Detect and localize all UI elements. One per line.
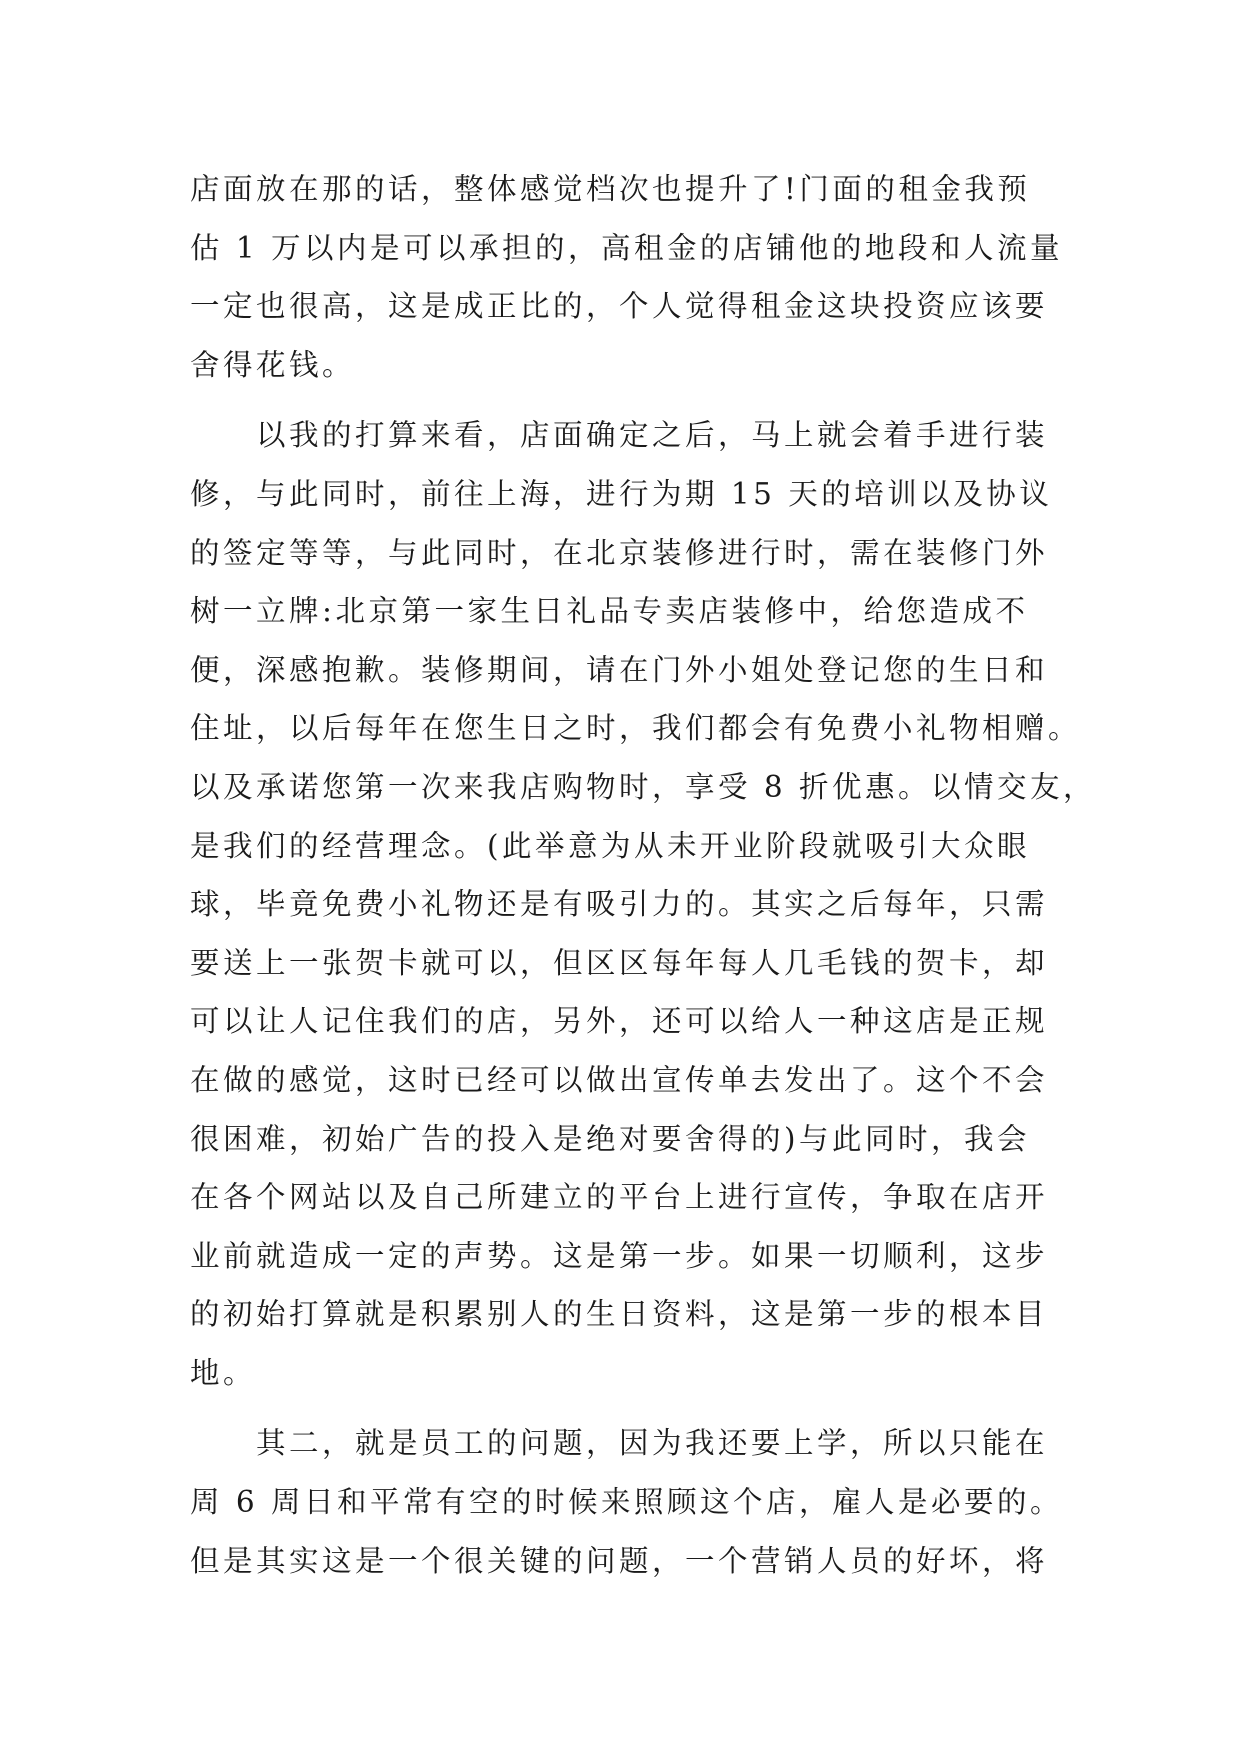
text-line: 地。 <box>190 1355 257 1390</box>
text-line: 的初始打算就是积累别人的生日资料，这是第一步的根本目 <box>190 1297 1049 1332</box>
text-line: 很困难，初始广告的投入是绝对要舍得的)与此同时，我会 <box>190 1121 1031 1156</box>
text-line: 球，毕竟免费小礼物还是有吸引力的。其实之后每年，只需 <box>190 887 1049 922</box>
text-line: 一定也很高，这是成正比的，个人觉得租金这块投资应该要 <box>190 289 1049 324</box>
text-line: 以我的打算来看，店面确定之后，马上就会着手进行装 <box>190 418 1049 453</box>
text-line: 周 6 周日和平常有空的时候来照顾这个店，雇人是必要的。 <box>190 1485 1064 1520</box>
text-line: 便，深感抱歉。装修期间，请在门外小姐处登记您的生日和 <box>190 652 1049 687</box>
paragraph-3 <box>190 1414 1070 1590</box>
text-line: 但是其实这是一个很关键的问题，一个营销人员的好坏，将 <box>190 1543 1049 1578</box>
text-line: 舍得花钱。 <box>190 347 356 382</box>
text-line: 是我们的经营理念。(此举意为从未开业阶段就吸引大众眼 <box>190 828 1031 863</box>
text-line: 树一立牌:北京第一家生日礼品专卖店装修中，给您造成不 <box>190 594 1029 629</box>
text-line: 店面放在那的话，整体感觉档次也提升了!门面的租金我预 <box>190 172 1031 206</box>
paragraph-2 <box>190 406 1097 1402</box>
text-line: 在做的感觉，这时已经可以做出宣传单去发出了。这个不会 <box>190 1062 1049 1097</box>
text-line: 其二，就是员工的问题，因为我还要上学，所以只能在 <box>190 1426 1049 1461</box>
text-line: 在各个网站以及自己所建立的平台上进行宣传，争取在店开 <box>190 1180 1049 1215</box>
text-line: 业前就造成一定的声势。这是第一步。如果一切顺利，这步 <box>190 1238 1049 1273</box>
document-body <box>190 160 1097 1590</box>
text-line: 的签定等等，与此同时，在北京装修进行时，需在装修门外 <box>190 535 1049 570</box>
paragraph-1 <box>190 160 1070 394</box>
text-line: 要送上一张贺卡就可以，但区区每年每人几毛钱的贺卡，却 <box>190 945 1049 980</box>
text-line: 住址，以后每年在您生日之时，我们都会有免费小礼物相赠。 <box>190 711 1082 746</box>
text-line: 可以让人记住我们的店，另外，还可以给人一种这店是正规 <box>190 1004 1049 1039</box>
text-line: 以及承诺您第一次来我店购物时，享受 8 折优惠。以情交友， <box>190 769 1097 804</box>
text-line: 修，与此同时，前往上海，进行为期 15 天的培训以及协议 <box>190 476 1053 511</box>
text-line: 估 1 万以内是可以承担的，高租金的店铺他的地段和人流量 <box>190 230 1064 265</box>
